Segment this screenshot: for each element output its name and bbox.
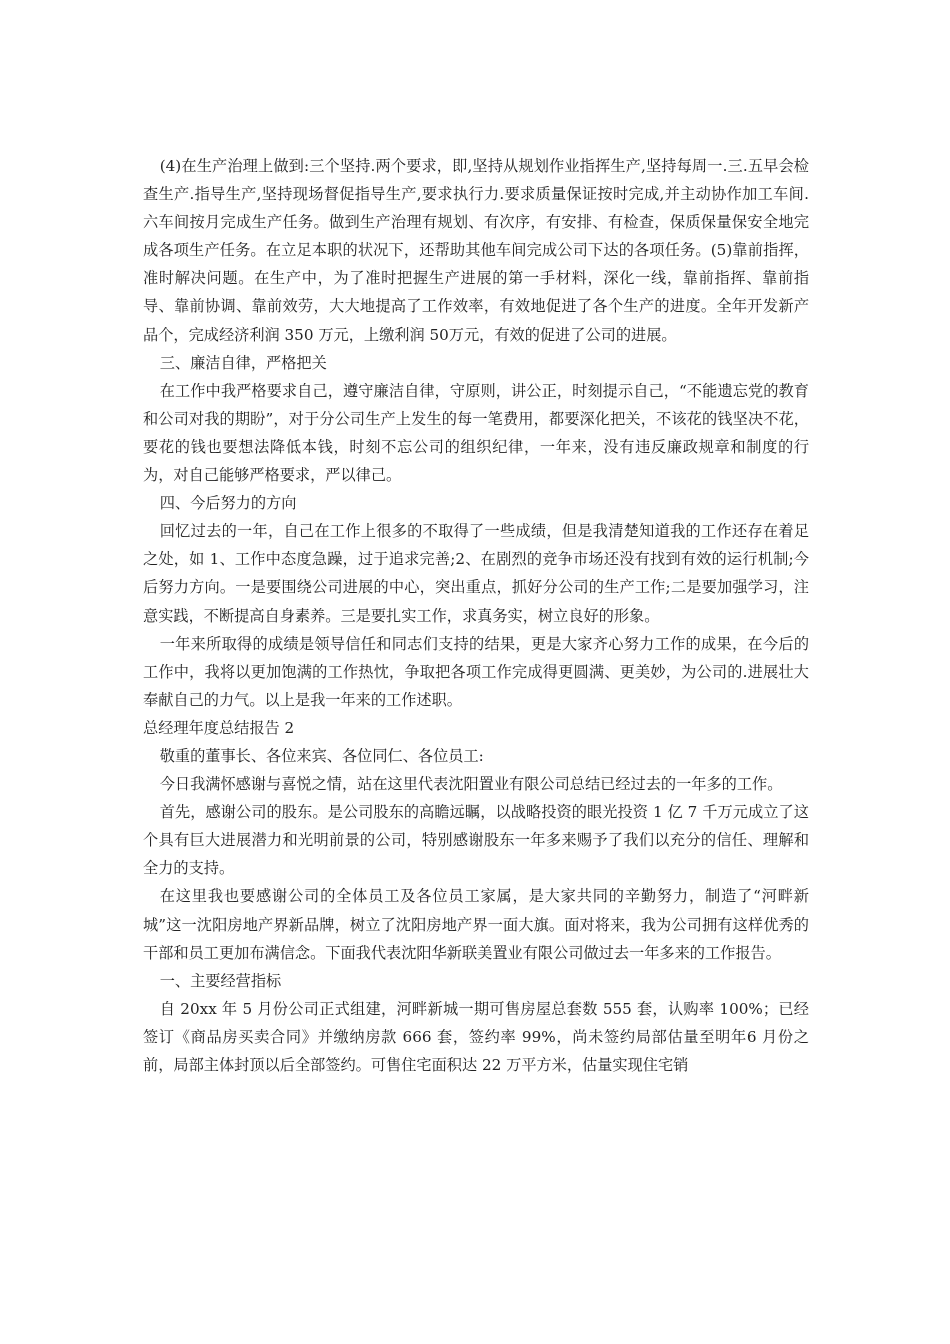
report-title: 总经理年度总结报告 2: [143, 718, 295, 737]
paragraph-employees: 在这里我也要感谢公司的全体员工及各位员工家属，是大家共同的辛勤努力，制造了“河畔新城”这一沈阳房地产界新品牌，树立了沈阳房地产界一面大旗。面对将来，我为公司拥有这样优秀的干部和员工更加布满信念。下面我代表沈阳华新联美置业有限公司做过去一年多来的工作报告。: [143, 887, 809, 962]
paragraph-conclusion: 一年来所取得的成绩是领导信任和同志们支持的结果，更是大家齐心努力工作的成果，在今后的工作中，我将以更加饱满的工作热忱，争取把各项工作完成得更圆满、更美妙，为公司的.进展壮大奉献自己的力气。以上是我一年来的工作述职。: [143, 634, 809, 709]
paragraph-salutation: 敬重的董事长、各位来宾、各位同仁、各位员工:: [159, 746, 484, 765]
section-heading-indicators: 一、主要经营指标: [159, 971, 282, 990]
paragraph-shareholders: 首先，感谢公司的股东。是公司股东的高瞻远瞩，以战略投资的眼光投资 1 亿 7 千万元成立了这个具有巨大进展潜力和光明前景的公司，特别感谢股东一年多来赐予了我们以充分的信任、理解和全力的支持。: [143, 803, 809, 878]
paragraph-review: 回忆过去的一年，自己在工作上很多的不取得了一些成绩，但是我清楚知道我的工作还存在着足之处，如 1、工作中态度急躁，过于追求完善;2、在剧烈的竞争市场还没有找到有效的运行机制;今后努力方向。一是要围绕公司进展的中心，突出重点，抓好分公司的生产工作;二是要加强学习，注意实践，不断提高自身素养。三是要扎实工作，求真务实，树立良好的形象。: [143, 522, 809, 625]
paragraph-opening: 今日我满怀感谢与喜悦之情，站在这里代表沈阳置业有限公司总结已经过去的一年多的工作。: [159, 775, 783, 794]
section-heading-integrity: 三、廉洁自律，严格把关: [159, 353, 327, 372]
section-heading-future-direction: 四、今后努力的方向: [159, 494, 297, 513]
paragraph-production-management: (4)在生产治理上做到:三个坚持.两个要求，即,坚持从规划作业指挥生产,坚持每周一.三.五早会检查生产.指导生产,坚持现场督促指导生产,要求执行力.要求质量保证按时完成,并主动协作加工车间.六车间按月完成生产任务。做到生产治理有规划、有次序，有安排、有检查，保质保量保安全地完成各项生产任务。在立足本职的状况下，还帮助其他车间完成公司下达的各项任务。(5)靠前指挥，准时解决问题。在生产中，为了准时把握生产进展的第一手材料，深化一线，靠前指挥、靠前指导、靠前协调、靠前效劳，大大地提高了工作效率，有效地促进了各个生产的进度。全年开发新产品个，完成经济利润 350 万元，上缴利润 50万元，有效的促进了公司的进展。: [143, 157, 809, 344]
document-body: [143, 152, 809, 1079]
paragraph-indicators: 自 20xx 年 5 月份公司正式组建，河畔新城一期可售房屋总套数 555 套，认购率 100%；已经签订《商品房买卖合同》并缴纳房款 666 套，签约率 99%，尚未签约局部估量至明年6 月份之前，局部主体封顶以后全部签约。可售住宅面积达 22 万平方米，估量实现住宅销: [143, 999, 809, 1074]
paragraph-integrity: 在工作中我严格要求自己，遵守廉洁自律，守原则，讲公正，时刻提示自己，“不能遗忘党的教育和公司对我的期盼”，对于分公司生产上发生的每一笔费用，都要深化把关，不该花的钱坚决不花，要花的钱也要想法降低本钱，时刻不忘公司的组织纪律，一年来，没有违反廉政规章和制度的行为，对自己能够严格要求，严以律己。: [143, 381, 809, 485]
